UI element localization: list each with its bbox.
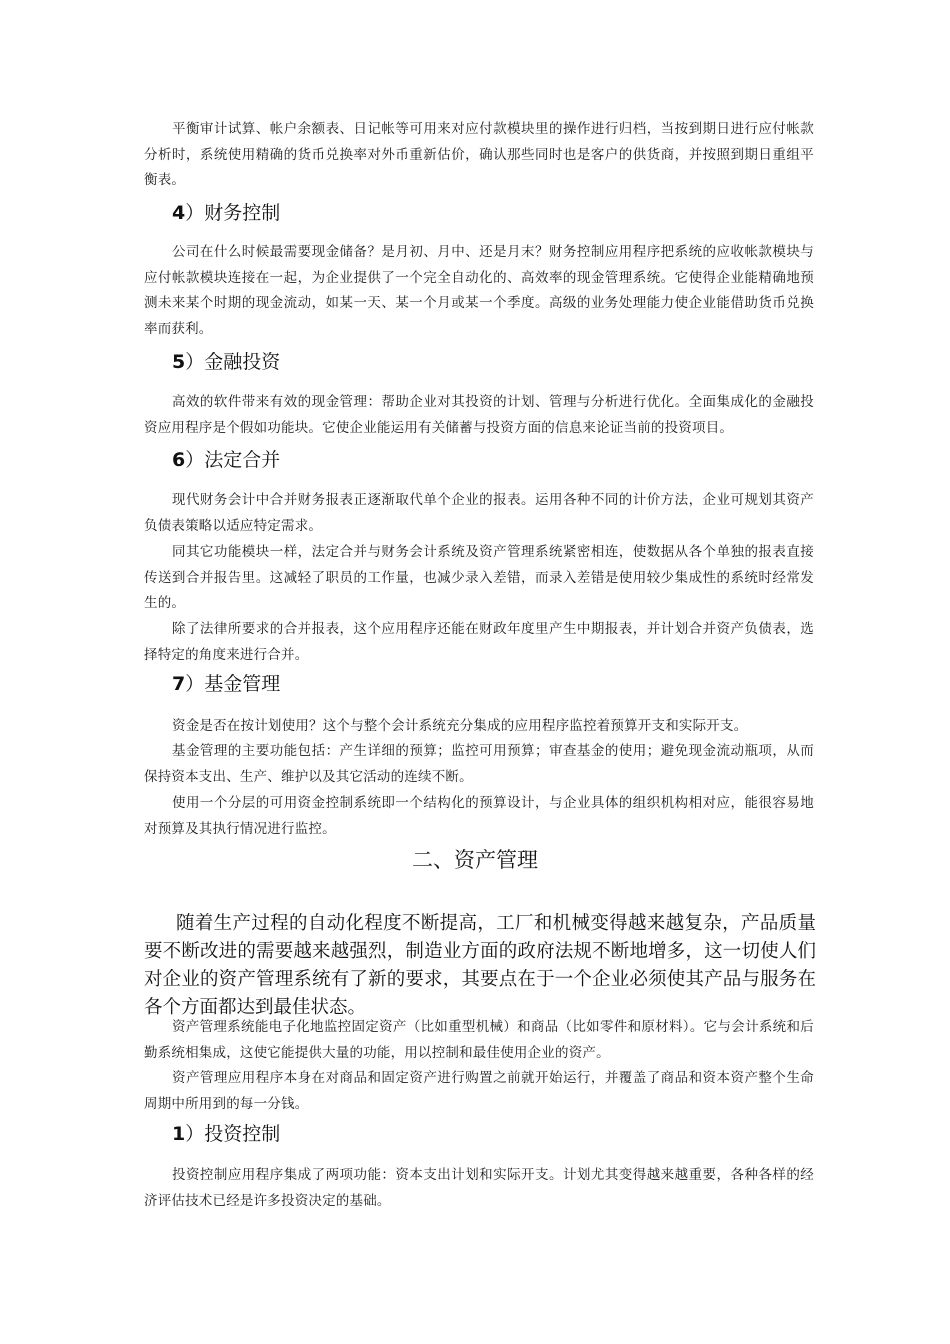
- section-heading-investment-control: [172, 1120, 280, 1148]
- heading-number: 1: [172, 1123, 186, 1145]
- heading-number: 4: [172, 202, 186, 224]
- paragraph: 高效的软件带来有效的现金管理：帮助企业对其投资的计划、管理与分析进行优化。全面集成化的金融投资应用程序是个假如功能块。它使企业能运用有关储蓄与投资方面的信息来论证当前的投资项目。: [144, 394, 814, 436]
- paragraph: 使用一个分层的可用资金控制系统即一个结构化的预算设计，与企业具体的组织机构相对应，能很容易地对预算及其执行情况进行监控。: [144, 795, 814, 837]
- heading-text: ）财务控制: [185, 202, 281, 224]
- heading-text: ）法定合并: [185, 449, 281, 471]
- heading-text: ）投资控制: [185, 1123, 281, 1145]
- paragraph: 资产管理系统能电子化地监控固定资产（比如重型机械）和商品（比如零件和原材料）。它与会计系统和后勤系统相集成，这使它能提供大量的功能，用以控制和最佳使用企业的资产。: [144, 1019, 814, 1061]
- paragraph: 基金管理的主要功能包括：产生详细的预算；监控可用预算；审查基金的使用；避免现金流动瓶项，从而保持资本支出、生产、维护以及其它活动的连续不断。: [144, 743, 814, 785]
- paragraph: 除了法律所要求的合并报表，这个应用程序还能在财政年度里产生中期报表，并计划合并资产负债表，选择特定的角度来进行合并。: [144, 621, 814, 663]
- lead-paragraph: 随着生产过程的自动化程度不断提高，工厂和机械变得越来越复杂，产品质量要不断改进的需要越来越强烈，制造业方面的政府法规不断地增多，这一切使人们对企业的资产管理系统有了新的要求，其要点在于一个企业必须使其产品与服务在各个方面都达到最佳状态。: [144, 913, 816, 1018]
- section-heading-legal-consolidation: [172, 446, 280, 474]
- heading-number: 6: [172, 449, 186, 471]
- section-heading-financial-control: [172, 199, 280, 227]
- heading-number: 7: [172, 673, 186, 695]
- paragraph: 同其它功能模块一样，法定合并与财务会计系统及资产管理系统紧密相连，使数据从各个单独的报表直接传送到合并报告里。这减轻了职员的工作量，也减少录入差错，而录入差错是使用较少集成性的系统时经常发生的。: [144, 544, 814, 611]
- paragraph: 公司在什么时候最需要现金储备？是月初、月中、还是月末？财务控制应用程序把系统的应收帐款模块与应付帐款模块连接在一起，为企业提供了一个完全自动化的、高效率的现金管理系统。它使得企业能精确地预测未来某个时期的现金流动，如某一天、某一个月或某一个季度。高级的业务处理能力使企业能借助货币兑换率而获利。: [144, 244, 814, 337]
- chapter-heading-asset-management: 二、资产管理: [412, 848, 538, 872]
- heading-text: ）金融投资: [185, 351, 281, 373]
- paragraph: 资产管理应用程序本身在对商品和固定资产进行购置之前就开始运行，并覆盖了商品和资本资产整个生命周期中所用到的每一分钱。: [144, 1070, 814, 1112]
- section-heading-financial-investment: [172, 348, 280, 376]
- paragraph: 投资控制应用程序集成了两项功能：资本支出计划和实际开支。计划尤其变得越来越重要，各种各样的经济评估技术已经是许多投资决定的基础。: [144, 1167, 814, 1209]
- heading-number: 5: [172, 351, 186, 373]
- paragraph: 平衡审计试算、帐户余额表、日记帐等可用来对应付款模块里的操作进行归档，当按到期日进行应付帐款分析时，系统使用精确的货币兑换率对外币重新估价，确认那些同时也是客户的供货商，并按照到期日重组平衡表。: [144, 121, 814, 188]
- paragraph: 现代财务会计中合并财务报表正逐渐取代单个企业的报表。运用各种不同的计价方法，企业可规划其资产负债表策略以适应特定需求。: [144, 492, 814, 534]
- section-heading-fund-management: [172, 670, 280, 698]
- paragraph: 资金是否在按计划使用？这个与整个会计系统充分集成的应用程序监控着预算开支和实际开支。: [172, 718, 748, 734]
- heading-text: ）基金管理: [185, 673, 281, 695]
